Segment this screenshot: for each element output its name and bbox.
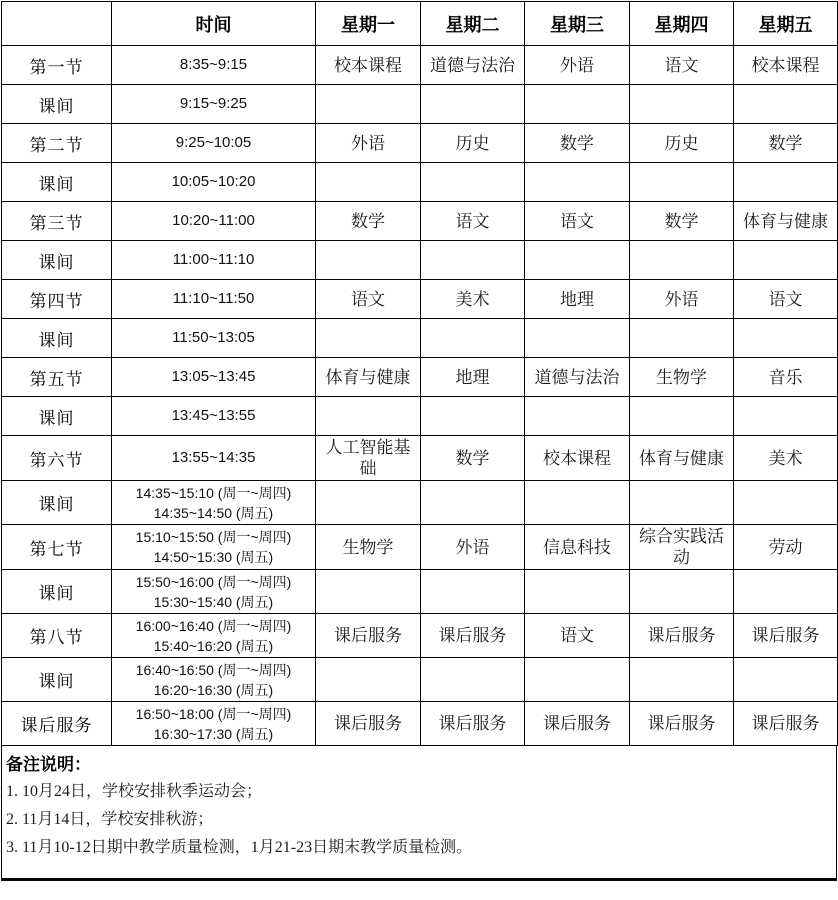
table-row — [2, 319, 838, 358]
note-item: 3. 11月10-12日期中教学质量检测，1月21-23日期末教学质量检测。 — [6, 839, 473, 856]
empty-cell — [734, 570, 838, 614]
time-line: 10:05~10:20 — [171, 173, 256, 190]
time-line: 11:50~13:05 — [172, 329, 255, 346]
time-line: 14:35~15:10 (周一~周四) — [135, 484, 292, 501]
empty-cell — [421, 163, 525, 202]
time-line: 15:10~15:50 (周一~周四) — [135, 529, 292, 545]
period-label: 第七节 — [2, 525, 112, 570]
time-line: 10:20~11:00 — [172, 212, 255, 229]
period-label: 课间 — [2, 319, 112, 358]
time-line: 16:20~16:30 (周五) — [153, 681, 274, 698]
empty-cell — [525, 85, 630, 124]
header-time-cell: 时间 — [112, 2, 316, 46]
subject-cell: 人工智能基础 — [316, 436, 421, 481]
time-line: 15:40~16:20 (周五) — [153, 637, 274, 654]
empty-cell — [525, 658, 630, 702]
subject-cell: 历史 — [630, 124, 734, 163]
empty-cell — [734, 241, 838, 280]
timetable — [1, 1, 838, 746]
empty-cell — [630, 570, 734, 614]
subject-cell: 课后服务 — [421, 614, 525, 658]
subject-cell: 地理 — [525, 280, 630, 319]
table-row — [2, 280, 838, 319]
subject-cell: 数学 — [525, 124, 630, 163]
empty-cell — [630, 319, 734, 358]
subject-cell: 语文 — [421, 202, 525, 241]
time-cell — [112, 702, 316, 746]
period-label: 课间 — [2, 481, 112, 525]
empty-cell — [734, 163, 838, 202]
empty-cell — [421, 658, 525, 702]
subject-cell: 音乐 — [734, 358, 838, 397]
subject-cell: 美术 — [421, 280, 525, 319]
period-label: 第一节 — [2, 46, 112, 85]
period-label: 第六节 — [2, 436, 112, 481]
time-line: 11:10~11:50 — [172, 290, 255, 307]
empty-cell — [316, 163, 421, 202]
table-row — [2, 163, 838, 202]
subject-cell: 数学 — [421, 436, 525, 481]
time-cell — [112, 436, 316, 481]
empty-cell — [421, 397, 525, 436]
timetable-header — [2, 2, 838, 46]
subject-cell: 数学 — [316, 202, 421, 241]
time-line: 16:40~16:50 (周一~周四) — [135, 661, 292, 678]
empty-cell — [316, 658, 421, 702]
empty-cell — [630, 397, 734, 436]
timetable-sheet — [1, 1, 837, 881]
subject-cell: 语文 — [734, 280, 838, 319]
period-label: 第八节 — [2, 614, 112, 658]
period-label: 课间 — [2, 570, 112, 614]
empty-cell — [316, 319, 421, 358]
empty-cell — [630, 241, 734, 280]
period-label: 课间 — [2, 241, 112, 280]
notes-title: 备注说明： — [6, 755, 91, 774]
empty-cell — [316, 85, 421, 124]
period-label: 第二节 — [2, 124, 112, 163]
time-cell — [112, 46, 316, 85]
note-item: 1. 10月24日，学校安排秋季运动会； — [6, 783, 263, 800]
notes-list — [6, 778, 828, 862]
time-line: 16:50~18:00 (周一~周四) — [135, 705, 292, 722]
time-line: 15:50~16:00 (周一~周四) — [135, 573, 292, 590]
table-row — [2, 436, 838, 481]
time-cell — [112, 358, 316, 397]
subject-cell: 课后服务 — [630, 702, 734, 746]
header-day-thursday: 星期四 — [630, 2, 734, 46]
subject-cell: 道德与法治 — [421, 46, 525, 85]
period-label: 课间 — [2, 397, 112, 436]
subject-cell: 课后服务 — [630, 614, 734, 658]
time-cell — [112, 124, 316, 163]
time-line: 14:50~15:30 (周五) — [153, 549, 274, 565]
time-cell — [112, 163, 316, 202]
empty-cell — [316, 397, 421, 436]
time-line: 9:15~9:25 — [179, 95, 248, 112]
subject-cell: 校本课程 — [734, 46, 838, 85]
time-line: 9:25~10:05 — [175, 134, 252, 151]
table-row — [2, 124, 838, 163]
empty-cell — [525, 319, 630, 358]
header-day-tuesday: 星期二 — [421, 2, 525, 46]
period-label: 第五节 — [2, 358, 112, 397]
table-row — [2, 525, 838, 570]
notes-section — [1, 746, 837, 881]
header-row — [2, 2, 838, 46]
subject-cell: 体育与健康 — [316, 358, 421, 397]
empty-cell — [525, 481, 630, 525]
time-cell — [112, 525, 316, 570]
empty-cell — [316, 241, 421, 280]
header-corner-cell — [2, 2, 112, 46]
time-cell — [112, 397, 316, 436]
table-row — [2, 570, 838, 614]
subject-cell: 外语 — [525, 46, 630, 85]
empty-cell — [630, 163, 734, 202]
time-cell — [112, 481, 316, 525]
empty-cell — [734, 319, 838, 358]
empty-cell — [525, 397, 630, 436]
time-cell — [112, 241, 316, 280]
period-label: 课间 — [2, 163, 112, 202]
time-line: 14:35~14:50 (周五) — [153, 504, 274, 521]
empty-cell — [734, 481, 838, 525]
header-day-wednesday: 星期三 — [525, 2, 630, 46]
empty-cell — [316, 570, 421, 614]
time-cell — [112, 85, 316, 124]
empty-cell — [630, 85, 734, 124]
subject-cell: 地理 — [421, 358, 525, 397]
time-cell — [112, 280, 316, 319]
subject-cell: 语文 — [316, 280, 421, 319]
subject-cell: 信息科技 — [525, 525, 630, 570]
subject-cell: 校本课程 — [316, 46, 421, 85]
table-row — [2, 397, 838, 436]
subject-cell: 校本课程 — [525, 436, 630, 481]
subject-cell: 综合实践活动 — [630, 525, 734, 570]
subject-cell: 课后服务 — [525, 702, 630, 746]
table-row — [2, 202, 838, 241]
subject-cell: 生物学 — [630, 358, 734, 397]
period-label: 课间 — [2, 658, 112, 702]
subject-cell: 道德与法治 — [525, 358, 630, 397]
empty-cell — [734, 658, 838, 702]
table-row — [2, 46, 838, 85]
empty-cell — [630, 658, 734, 702]
time-cell — [112, 570, 316, 614]
time-cell — [112, 614, 316, 658]
subject-cell: 历史 — [421, 124, 525, 163]
empty-cell — [734, 85, 838, 124]
table-row — [2, 481, 838, 525]
subject-cell: 课后服务 — [734, 702, 838, 746]
empty-cell — [421, 85, 525, 124]
empty-cell — [421, 481, 525, 525]
subject-cell: 外语 — [316, 124, 421, 163]
note-item: 2. 11月14日，学校安排秋游； — [6, 811, 214, 828]
subject-cell: 课后服务 — [316, 702, 421, 746]
empty-cell — [421, 319, 525, 358]
subject-cell: 体育与健康 — [734, 202, 838, 241]
timetable-body — [2, 46, 838, 746]
subject-cell: 外语 — [421, 525, 525, 570]
subject-cell: 语文 — [525, 614, 630, 658]
empty-cell — [525, 241, 630, 280]
empty-cell — [525, 163, 630, 202]
time-line: 13:55~14:35 — [171, 449, 256, 466]
time-line: 11:00~11:10 — [172, 251, 255, 268]
subject-cell: 语文 — [630, 46, 734, 85]
subject-cell: 美术 — [734, 436, 838, 481]
empty-cell — [316, 481, 421, 525]
time-line: 13:05~13:45 — [171, 368, 256, 385]
table-row — [2, 241, 838, 280]
empty-cell — [421, 570, 525, 614]
header-day-friday: 星期五 — [734, 2, 838, 46]
empty-cell — [630, 481, 734, 525]
subject-cell: 课后服务 — [316, 614, 421, 658]
subject-cell: 课后服务 — [421, 702, 525, 746]
table-row — [2, 702, 838, 746]
time-cell — [112, 202, 316, 241]
table-row — [2, 85, 838, 124]
time-cell — [112, 658, 316, 702]
period-label: 第四节 — [2, 280, 112, 319]
subject-cell: 体育与健康 — [630, 436, 734, 481]
empty-cell — [525, 570, 630, 614]
time-line: 15:30~15:40 (周五) — [153, 593, 274, 610]
subject-cell: 语文 — [525, 202, 630, 241]
table-row — [2, 358, 838, 397]
empty-cell — [734, 397, 838, 436]
table-row — [2, 658, 838, 702]
time-line: 16:30~17:30 (周五) — [153, 725, 274, 742]
subject-cell: 生物学 — [316, 525, 421, 570]
period-label: 第三节 — [2, 202, 112, 241]
time-cell — [112, 319, 316, 358]
header-day-monday: 星期一 — [316, 2, 421, 46]
period-label: 课间 — [2, 85, 112, 124]
table-row — [2, 614, 838, 658]
time-line: 16:00~16:40 (周一~周四) — [135, 617, 292, 634]
period-label: 课后服务 — [2, 702, 112, 746]
time-line: 13:45~13:55 — [171, 407, 256, 424]
time-line: 8:35~9:15 — [179, 56, 248, 73]
subject-cell: 劳动 — [734, 525, 838, 570]
subject-cell: 外语 — [630, 280, 734, 319]
subject-cell: 数学 — [734, 124, 838, 163]
empty-cell — [421, 241, 525, 280]
subject-cell: 课后服务 — [734, 614, 838, 658]
subject-cell: 数学 — [630, 202, 734, 241]
